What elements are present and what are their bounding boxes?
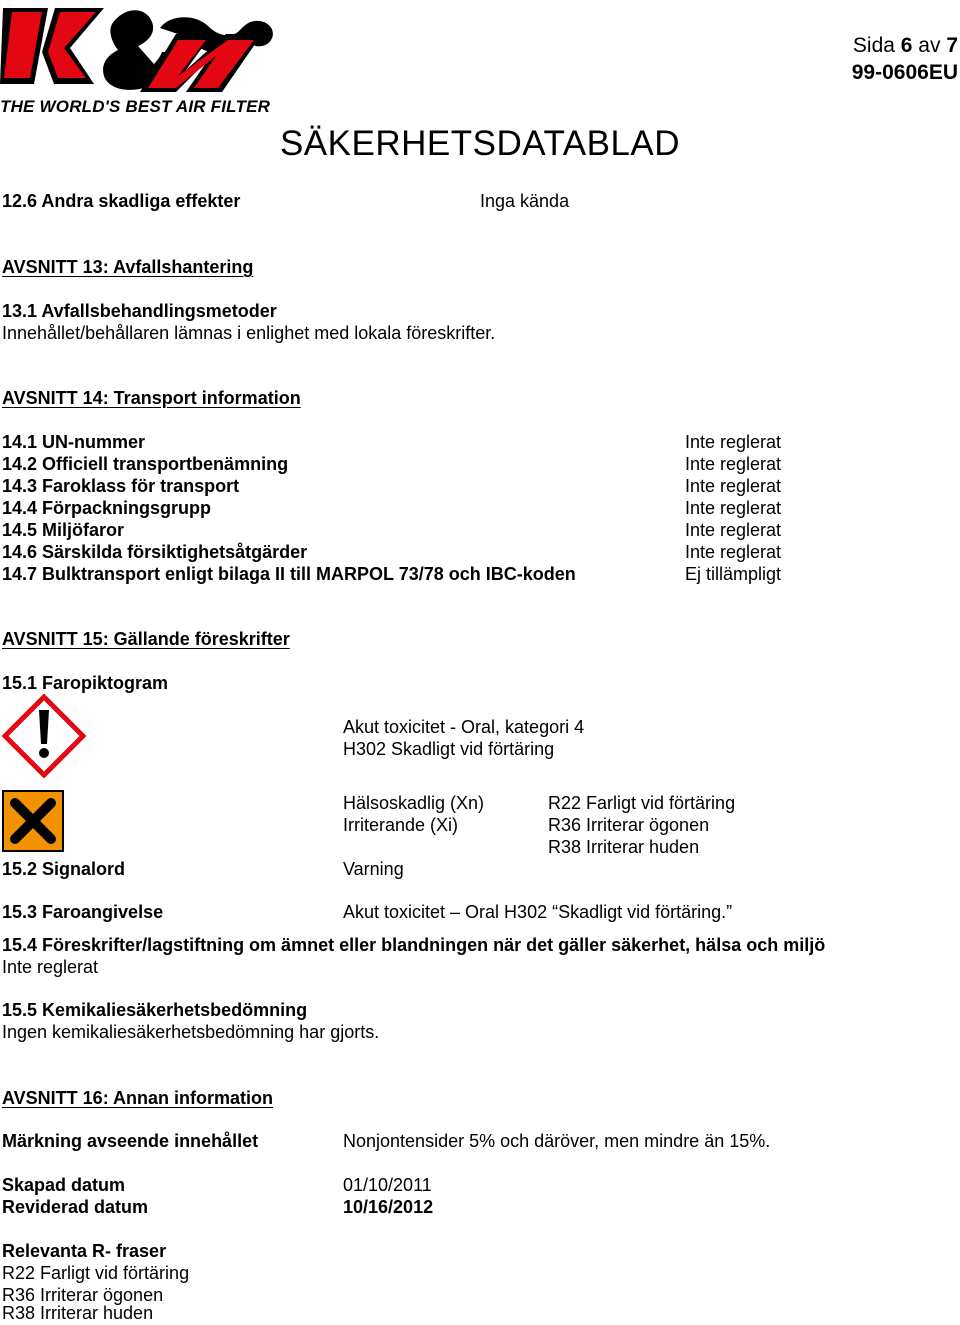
r-phrase-item: R38 Irriterar huden [2, 1303, 154, 1323]
eu-class-irritant: Irriterande (Xi) [343, 815, 459, 835]
section-14-heading: AVSNITT 14: Transport information [2, 388, 301, 408]
transport-row-label: 14.6 Särskilda försiktighetsåtgärder [2, 542, 308, 562]
s12-6-value: Inga kända [480, 191, 570, 211]
section-15-heading: AVSNITT 15: Gällande föreskrifter [2, 629, 290, 649]
transport-row-label: 14.3 Faroklass för transport [2, 476, 240, 496]
s12-6-label: 12.6 Andra skadliga effekter [2, 191, 241, 211]
r-phrase: R36 Irriterar ögonen [548, 815, 710, 835]
transport-row-label: 14.4 Förpackningsgrupp [2, 498, 212, 518]
page-number [853, 33, 958, 59]
r-phrase: R38 Irriterar huden [548, 837, 700, 857]
section-13-heading: AVSNITT 13: Avfallshantering [2, 257, 254, 277]
document-title: SÄKERHETSDATABLAD [279, 124, 681, 163]
ghs-classification: Akut toxicitet - Oral, kategori 4 [343, 717, 585, 737]
transport-row-value: Inte reglerat [685, 476, 782, 496]
transport-row-value: Inte reglerat [685, 542, 782, 562]
s15-3-label: 15.3 Faroangivelse [2, 902, 164, 922]
s15-3-value: Akut toxicitet – Oral H302 “Skadligt vid förtäring.” [343, 902, 733, 922]
transport-row-value: Ej tillämpligt [685, 564, 782, 584]
r-phrase: R22 Farligt vid förtäring [548, 793, 736, 813]
exclamation-mark-diamond-icon [2, 694, 86, 778]
page-current: 6 [900, 34, 913, 57]
transport-row-label: 14.1 UN-nummer [2, 432, 146, 452]
r-phrase-item: R36 Irriterar ögonen [2, 1285, 164, 1305]
created-date-label: Skapad datum [2, 1175, 126, 1195]
s13-1-label: 13.1 Avfallsbehandlingsmetoder [2, 301, 277, 321]
revised-date-label: Reviderad datum [2, 1197, 149, 1217]
created-date-value: 01/10/2011 [343, 1175, 432, 1195]
section-16-heading: AVSNITT 16: Annan information [2, 1088, 274, 1108]
s13-1-text: Innehållet/behållaren lämnas i enlighet med lokala föreskrifter. [2, 323, 496, 343]
transport-row-value: Inte reglerat [685, 454, 782, 474]
page-separator: av [912, 34, 947, 57]
transport-row-label: 14.5 Miljöfaror [2, 520, 125, 540]
page-prefix: Sida [852, 34, 901, 57]
transport-row-value: Inte reglerat [685, 432, 782, 452]
transport-row-value: Inte reglerat [685, 498, 782, 518]
revised-date-value: 10/16/2012 [343, 1197, 434, 1217]
marking-label: Märkning avseende innehållet [2, 1131, 259, 1151]
logo-tagline: THE WORLD'S BEST AIR FILTER [0, 97, 271, 116]
r-phrases-label: Relevanta R- fraser [2, 1241, 167, 1261]
r-phrase-item: R22 Farligt vid förtäring [2, 1263, 190, 1283]
eu-class-harmful: Hälsoskadlig (Xn) [343, 793, 485, 813]
s15-1-label: 15.1 Faropiktogram [2, 673, 169, 693]
transport-row-label: 14.2 Officiell transportbenämning [2, 454, 289, 474]
s15-2-label: 15.2 Signalord [2, 859, 126, 879]
page-total: 7 [946, 34, 958, 57]
s15-2-value: Varning [343, 859, 404, 879]
ghs-hazard-statement: H302 Skadligt vid förtäring [343, 739, 555, 759]
marking-value: Nonjontensider 5% och däröver, men mindre än 15%. [343, 1131, 771, 1151]
x-cross-icon [2, 790, 64, 852]
document-id: 99-0606EU [851, 61, 958, 84]
transport-row-value: Inte reglerat [685, 520, 782, 540]
s15-5-value: Ingen kemikaliesäkerhetsbedömning har gjorts. [2, 1022, 380, 1042]
transport-row-label: 14.7 Bulktransport enligt bilaga II till MARPOL 73/78 och IBC-koden [2, 564, 576, 584]
s15-5-label: 15.5 Kemikaliesäkerhetsbedömning [2, 1000, 308, 1020]
s15-4-value: Inte reglerat [2, 957, 99, 977]
s15-4-label: 15.4 Föreskrifter/lagstiftning om ämnet eller blandningen när det gäller säkerhet, hälsa och miljö [2, 935, 826, 955]
